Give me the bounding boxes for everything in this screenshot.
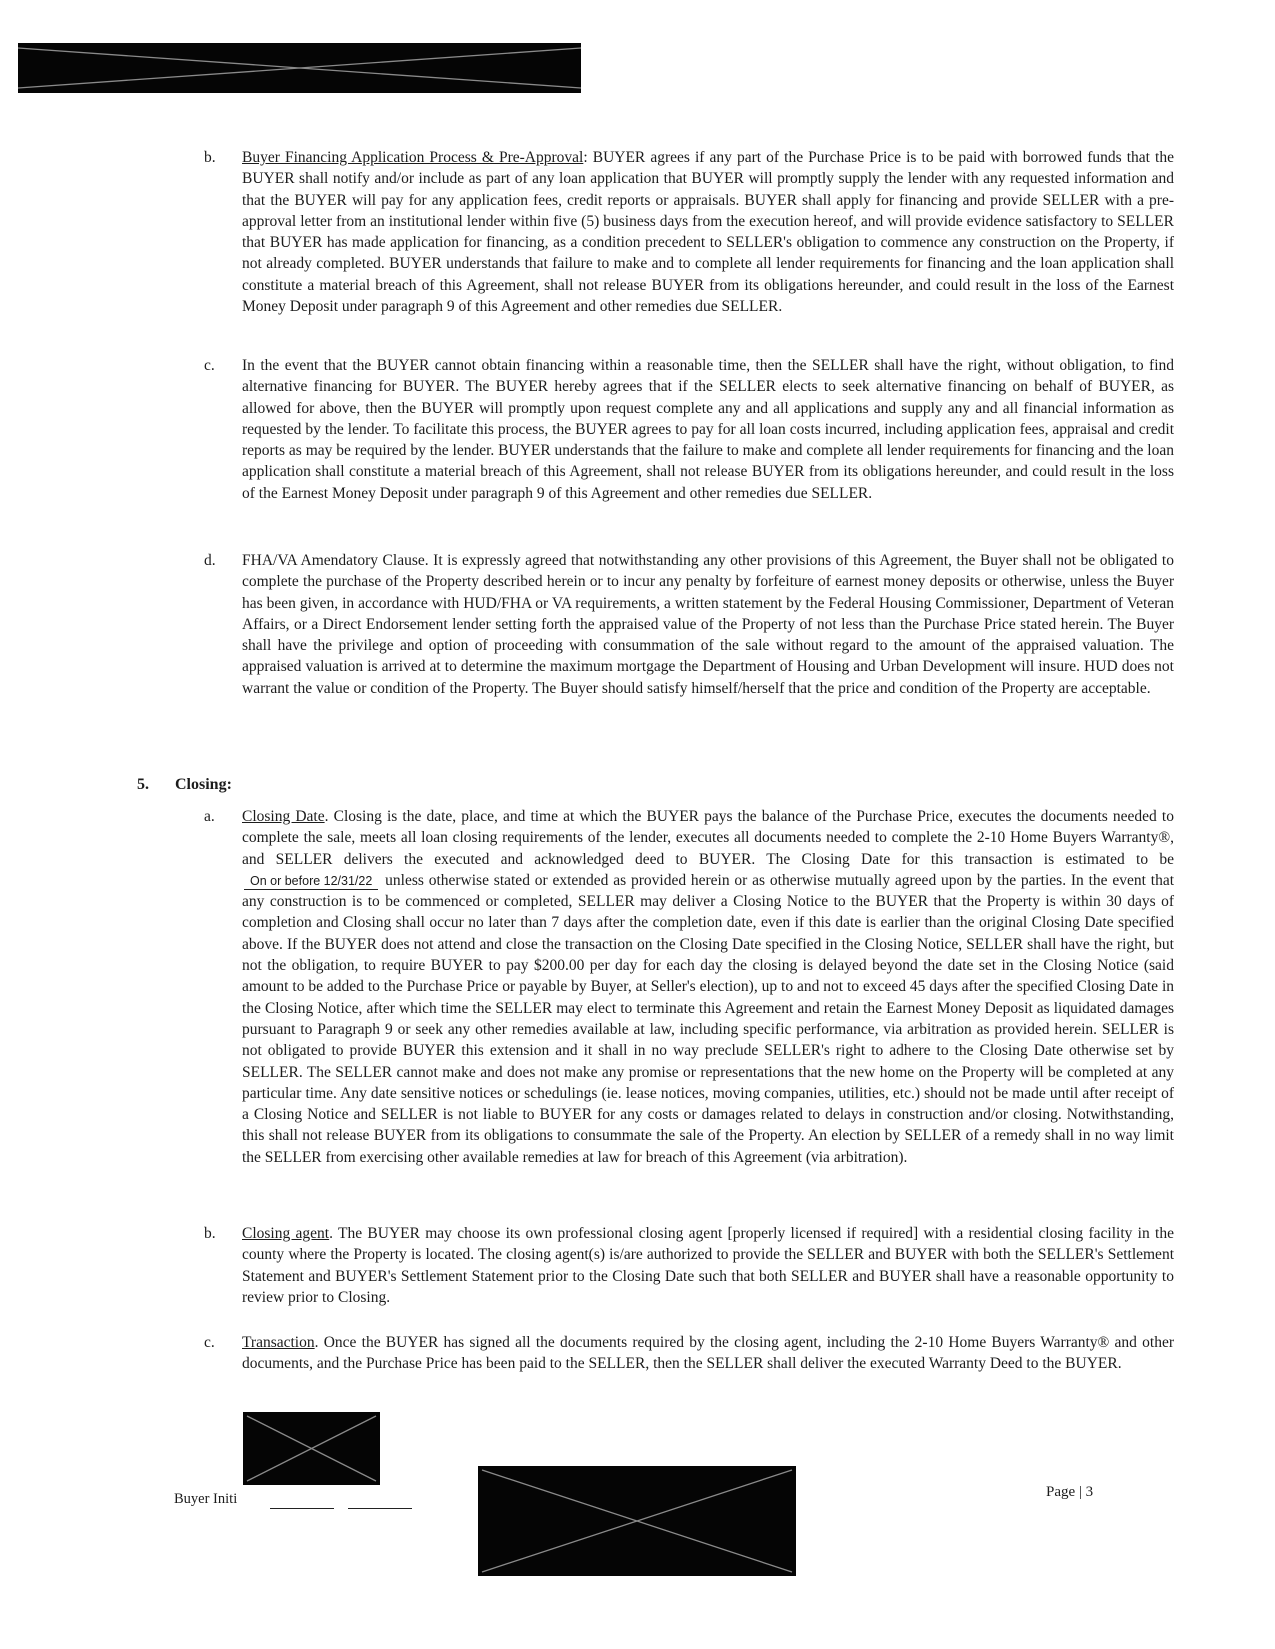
- clause-4c: [204, 355, 1174, 504]
- initials-line-1: [270, 1508, 334, 1509]
- clause-4b: [204, 147, 1174, 317]
- section-5-heading: [137, 776, 232, 794]
- clause-text: [242, 806, 1174, 1168]
- clause-text: In the event that the BUYER cannot obtain financing within a reasonable time, then the SELLER shall have the right, without obligation, to find alternative financing for BUYER. The BUYER hereby agrees that if the SELLER elects to seek alternative financing on behalf of BUYER, as allowed for above, then the BUYER will promptly upon request complete any and all applications and supply any and all financial information as requested by the lender. To facilitate this process, the BUYER agrees to pay for all loan costs incurred, including application fees, appraisal and credit reports as may be required by the lender. BUYER understands that the failure to make and complete all lender requirements for financing and the loan application shall constitute a material breach of this Agreement, shall not release BUYER from its obligations hereunder, and could result in the loss of the Earnest Money Deposit under paragraph 9 of this Agreement and other remedies due SELLER.: [242, 357, 1174, 502]
- clause-label: c.: [204, 357, 215, 374]
- section-title: Closing:: [175, 776, 232, 793]
- clause-body: . Once the BUYER has signed all the documents required by the closing agent, including the 2-10 Home Buyers Warranty® and other documents, and the Purchase Price has been paid to the SELLER, then the SELLER shall deliver the executed Warranty Deed to the BUYER.: [242, 1334, 1174, 1373]
- clause-body-post: unless otherwise stated or extended as provided herein or as otherwise mutually agreed upon by the parties. In the event that any construction is to be commenced or completed, SELLER may deliver a Closing Notice to the BUYER that the Property is within 30 days of completion and Closing shall occur no later than 7 days after the completion date, even if this date is earlier than the original Closing Date specified above. If the BUYER does not attend and close the transaction on the Closing Date specified in the Closing Notice, SELLER shall have the right, but not the obligation, to require BUYER to pay $200.00 per day for each day the closing is delayed beyond the date set in the Closing Notice (said amount to be added to the Purchase Price or payable by Buyer, at Seller's election), up to and not to exceed 45 days after the specified Closing Date in the Closing Notice, after which time the SELLER may elect to terminate this Agreement and retain the Earnest Money Deposit as liquidated damages pursuant to Paragraph 9 or seek any other remedies available at law, including specific performance, via arbitration as provided herein. SELLER is not obligated to provide BUYER this extension and it shall in no way preclude SELLER's right to adhere to the Closing Date otherwise set by SELLER. The SELLER cannot make and does not make any promise or representations that the new home on the Property will be completed at any particular time. Any date sensitive notices or schedulings (ie. lease notices, moving companies, utilities, etc.) should not be made until after receipt of a Closing Notice and SELLER is not liable to BUYER for any costs or damages related to delays in construction and/or closing. Notwithstanding, this shall not release BUYER from its obligations to consummate the sale of the Property. An election by SELLER of a remedy shall in no way limit the SELLER from exercising other available remedies at law for breach of this Agreement (via arbitration).: [242, 871, 1175, 1166]
- clause-5a: [204, 806, 1174, 1168]
- clause-5c: [204, 1332, 1174, 1375]
- clause-text: [242, 1223, 1174, 1308]
- clause-title: Closing agent: [242, 1225, 330, 1242]
- clause-5b: [204, 1223, 1174, 1308]
- clause-label: a.: [204, 808, 215, 825]
- clause-title: Transaction: [242, 1334, 315, 1351]
- clause-body: : BUYER agrees if any part of the Purchase Price is to be paid with borrowed funds that the BUYER shall notify and/or include as part of any loan application that BUYER will promptly supply the lender with any requested information and that the BUYER will pay for any application fees, credit reports or appraisals. BUYER shall apply for financing and provide SELLER with a pre-approval letter from an institutional lender within five (5) business days from the execution hereof, and will provide evidence satisfactory to SELLER that BUYER has made application for financing, as a condition precedent to SELLER's obligation to commence any construction on the Property, if not already completed. BUYER understands that failure to make and to complete all lender requirements for financing and the loan application shall constitute a material breach of this Agreement, shall not release BUYER from its obligations hereunder, and could result in the loss of the Earnest Money Deposit under paragraph 9 of this Agreement and other remedies due SELLER.: [242, 149, 1174, 316]
- clause-title: Buyer Financing Application Process & Pre-Approval: [242, 149, 584, 166]
- clause-body: . The BUYER may choose its own professional closing agent [properly licensed if required] with a residential closing facility in the county where the Property is located. The closing agent(s) is/are authorized to provide the SELLER and BUYER with both the SELLER's Settlement Statement and BUYER's Settlement Statement prior to the Closing Date such that both SELLER and BUYER shall have a reasonable opportunity to review prior to Closing.: [242, 1225, 1174, 1306]
- clause-4d: [204, 550, 1174, 699]
- closing-date-field[interactable]: On or before 12/31/22: [244, 874, 378, 890]
- clause-text: [242, 1332, 1174, 1375]
- clause-label: d.: [204, 552, 216, 569]
- clause-label: b.: [204, 149, 216, 166]
- initials-line-2: [348, 1508, 412, 1509]
- clause-title: Closing Date: [242, 808, 325, 825]
- redacted-initials-box: [243, 1412, 380, 1485]
- section-number: 5.: [137, 776, 149, 793]
- clause-label: c.: [204, 1334, 215, 1351]
- buyer-initials-label: Buyer Initi: [174, 1491, 238, 1507]
- redacted-header-box: [18, 43, 581, 93]
- clause-text: FHA/VA Amendatory Clause. It is expressly agreed that notwithstanding any other provisions of this Agreement, the Buyer shall not be obligated to complete the purchase of the Property described herein or to incur any penalty by forfeiture of earnest money deposits or otherwise, unless the Buyer has been given, in accordance with HUD/FHA or VA requirements, a written statement by the Federal Housing Commissioner, Department of Veteran Affairs, or a Direct Endorsement lender setting forth the appraised value of the Property of not less than the Purchase Price stated herein. The Buyer shall have the privilege and option of proceeding with consummation of the sale without regard to the amount of the appraised valuation. The appraised valuation is arrived at to determine the maximum mortgage the Department of Housing and Urban Development will insure. HUD does not warrant the value or condition of the Property. The Buyer should satisfy himself/herself that the price and condition of the Property are acceptable.: [242, 552, 1174, 697]
- page-number: Page | 3: [1046, 1484, 1094, 1500]
- clause-text: [242, 147, 1174, 317]
- clause-body-pre: . Closing is the date, place, and time at which the BUYER pays the balance of the Purchase Price, executes the documents needed to complete the sale, meets all loan closing requirements of the lender, executes all documents needed to complete the 2-10 Home Buyers Warranty®, and SELLER delivers the executed and acknowledged deed to BUYER. The Closing Date for this transaction is estimated to be: [242, 808, 1174, 868]
- clause-label: b.: [204, 1225, 216, 1242]
- redacted-signature-box: [478, 1466, 796, 1576]
